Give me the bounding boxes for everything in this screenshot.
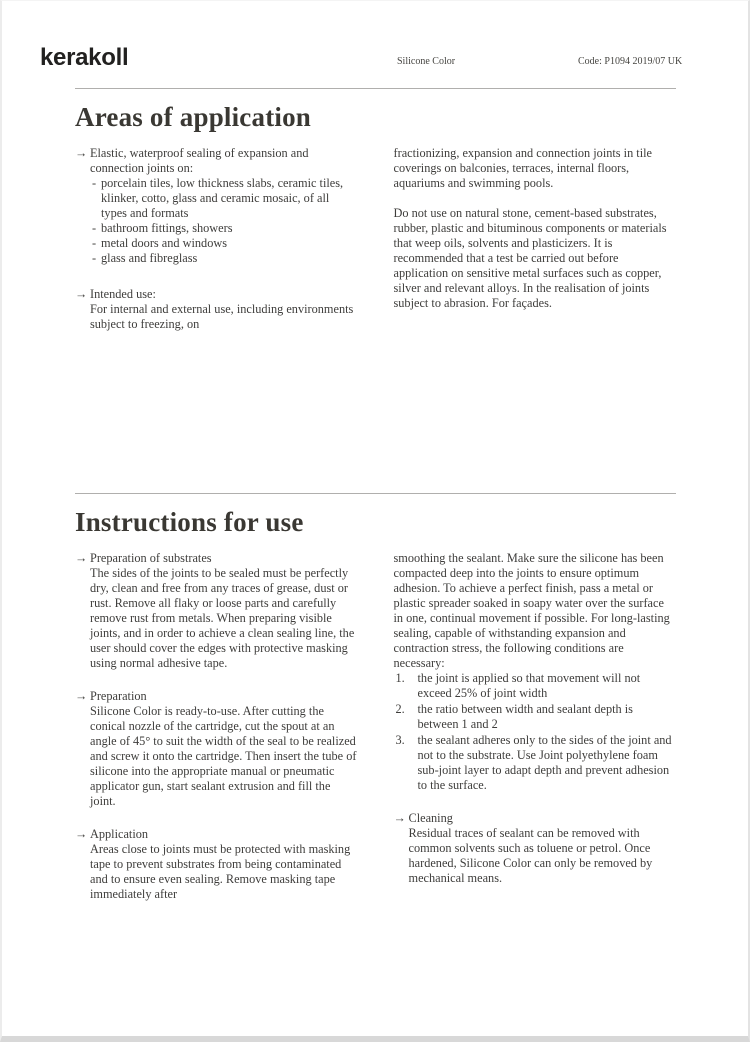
document-code: Code: P1094 2019/07 UK bbox=[578, 56, 683, 67]
number-marker: 2. bbox=[395, 702, 405, 716]
paragraph: smoothing the sealant. Make sure the silicone has been compacted deep into the joints to ensure optimum adhesion. To achieve a perfect finish, pass a metal or plastic spreader soaked in soapy water over the surface in one, continual movement if possible. For long-lasting sealing, capable of withstanding expansion and contraction stress, the following conditions are necessary: bbox=[393, 551, 670, 670]
bullet-item bbox=[75, 689, 358, 809]
column-left bbox=[75, 551, 358, 917]
paragraph: Do not use on natural stone, cement-based substrates, rubber, plastic and bituminous components or materials that weep oils, solvents and plasticizers. It is recommended that a test be carried out before application on sensitive metal surfaces such as copper, silver and relevant alloys. In the realisation of joints subject to abrasion. For façades. bbox=[393, 206, 667, 310]
sub-bullet-text: metal doors and windows bbox=[101, 236, 228, 250]
arrow-bullet-icon: → bbox=[75, 146, 88, 160]
sub-bullet-text: porcelain tiles, low thickness slabs, ceramic tiles, klinker, cotto, glass and ceramic mosaic, of all types and formats bbox=[101, 176, 344, 220]
numbered-item bbox=[394, 671, 677, 701]
dash-bullet-icon: - bbox=[92, 221, 97, 235]
bullet-item bbox=[394, 811, 677, 886]
dash-bullet-icon: - bbox=[92, 251, 97, 265]
section-divider bbox=[75, 493, 676, 494]
dash-bullet-icon: - bbox=[92, 176, 97, 190]
number-marker: 3. bbox=[395, 733, 405, 747]
bullet-text: Areas close to joints must be protected with masking tape to prevent substrates from being contaminated and to ensure even sealing. Remove masking tape immediately after bbox=[90, 842, 351, 901]
bullet-text: For internal and external use, including environments subject to freezing, on bbox=[90, 302, 354, 331]
arrow-bullet-icon: → bbox=[75, 551, 88, 565]
numbered-item-text: the ratio between width and sealant depth is between 1 and 2 bbox=[417, 702, 633, 731]
column-left bbox=[75, 146, 358, 347]
section-areas-of-application bbox=[75, 88, 676, 347]
numbered-item-text: the sealant adheres only to the sides of the joint and not to the substrate. Use Joint polyethylene foam sub-joint layer to adapt depth and prevent adhesion to the surface. bbox=[417, 733, 672, 792]
bullet-label: Intended use: bbox=[90, 287, 156, 301]
bullet-item bbox=[75, 827, 358, 902]
paragraph: fractionizing, expansion and connection joints in tile coverings on balconies, terraces, internal floors, aquariums and swimming pools. bbox=[393, 146, 653, 190]
column-right bbox=[394, 551, 677, 917]
bullet-label: Cleaning bbox=[408, 811, 453, 825]
sub-bullet-item bbox=[90, 236, 358, 251]
sub-bullet-item bbox=[90, 176, 358, 221]
sub-bullet-item bbox=[90, 251, 358, 266]
bullet-item bbox=[75, 551, 358, 671]
numbered-item-text: the joint is applied so that movement will not exceed 25% of joint width bbox=[417, 671, 641, 700]
bullet-text: Residual traces of sealant can be removed with common solvents such as toluene or petrol. Once hardened, Silicone Color can only be removed by mechanical means. bbox=[408, 826, 653, 885]
section-title: Areas of application bbox=[75, 102, 312, 132]
section-divider bbox=[75, 88, 676, 89]
bullet-label: Elastic, waterproof sealing of expansion and connection joints on: bbox=[90, 146, 309, 175]
sub-bullet-text: glass and fibreglass bbox=[101, 251, 198, 265]
section-title: Instructions for use bbox=[75, 507, 304, 537]
product-name: Silicone Color bbox=[397, 56, 456, 67]
section-instructions-for-use bbox=[75, 493, 676, 917]
arrow-bullet-icon: → bbox=[75, 689, 88, 703]
numbered-item bbox=[394, 702, 677, 732]
bullet-text: The sides of the joints to be sealed must be perfectly dry, clean and free from any traces of grease, dust or rust. Remove all flaky or loose parts and carefully remove rust from metals. When preparing visible joints, and in order to achieve a clean sealing line, the user should cover the edges with protective masking using normal adhesive tape. bbox=[90, 566, 355, 670]
bullet-item bbox=[75, 146, 358, 266]
bullet-label: Preparation of substrates bbox=[90, 551, 212, 565]
column-right bbox=[394, 146, 677, 347]
bullet-label: Application bbox=[90, 827, 149, 841]
kerakoll-logo: kerakoll bbox=[40, 44, 129, 71]
numbered-item bbox=[394, 733, 677, 793]
dash-bullet-icon: - bbox=[92, 236, 97, 250]
sub-bullet-text: bathroom fittings, showers bbox=[101, 221, 233, 235]
arrow-bullet-icon: → bbox=[393, 811, 406, 825]
arrow-bullet-icon: → bbox=[75, 827, 88, 841]
number-marker: 1. bbox=[395, 671, 405, 685]
bullet-item bbox=[75, 287, 358, 332]
numbered-list bbox=[394, 671, 677, 793]
sub-bullet-item bbox=[90, 221, 358, 236]
bullet-label: Preparation bbox=[90, 689, 147, 703]
arrow-bullet-icon: → bbox=[75, 287, 88, 301]
bullet-text: Silicone Color is ready-to-use. After cutting the conical nozzle of the cartridge, cut the spout at an angle of 45° to suit the width of the seal to be realized and screw it onto the cartridge. Then insert the tube of silicone into the appropriate manual or pneumatic applicator gun, start sealant extrusion and fill the joint. bbox=[90, 704, 357, 808]
